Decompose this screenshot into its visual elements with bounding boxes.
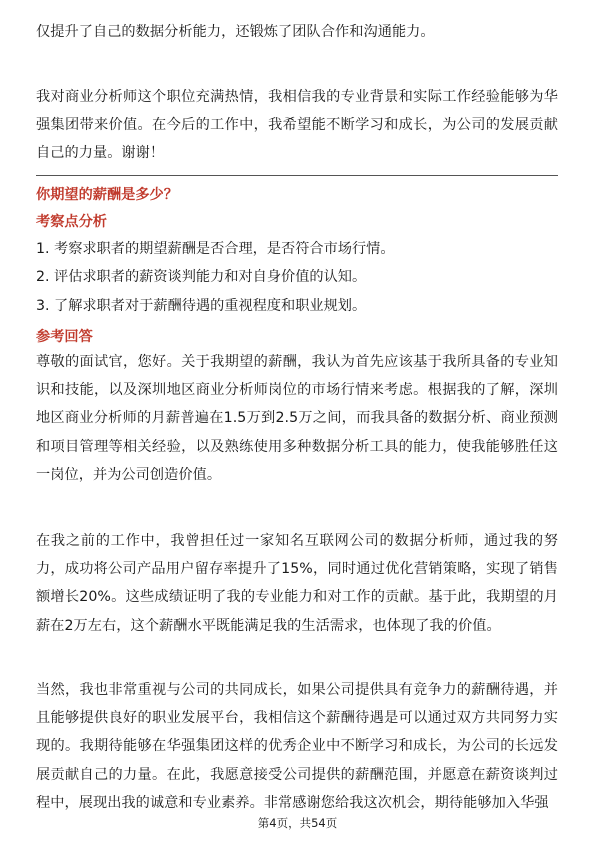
answer-paragraph-2: 在我之前的工作中，我曾担任过一家知名互联网公司的数据分析师，通过我的努力，成功将公司产品用户留存率提升了15%，同时通过优化营销策略，实现了销售额增长20%。这些成绩证明了我的专业能力和对工作的贡献。基于此，我期望的月薪在2万左右，这个薪酬水平既能满足我的生活需求，也体现了我的价值。 <box>36 533 558 634</box>
answer-heading: 参考回答 <box>36 329 93 345</box>
answer-paragraph-1: 尊敬的面试官，您好。关于我期望的薪酬，我认为首先应该基于我所具备的专业知识和技能，以及深圳地区商业分析师岗位的市场行情来考虑。根据我的了解，深圳地区商业分析师的月薪普遍在1.5万到2.5万之间，而我具备的数据分析、商业预测和项目管理等相关经验，以及熟练使用多种数据分析工具的能力，使我能够胜任这一岗位，并为公司创造价值。 <box>36 354 558 483</box>
section-divider <box>36 175 558 176</box>
answer-paragraph-3: 当然，我也非常重视与公司的共同成长，如果公司提供具有竞争力的薪酬待遇，并且能够提供良好的职业发展平台，我相信这个薪酬待遇是可以通过双方共同努力实现的。我期待能够在华强集团这样的优秀企业中不断学习和成长，为公司的长远发展贡献自己的力量。在此，我愿意接受公司提供的薪酬范围，并愿意在薪资谈判过程中，展现出我的诚意和专业素养。非常感谢您给我这次机会，期待能够加入华强 <box>36 682 558 811</box>
continuation-paragraph-2: 我对商业分析师这个职位充满热情，我相信我的专业背景和实际工作经验能够为华强集团带来价值。在今后的工作中，我希望能不断学习和成长，为公司的发展贡献自己的力量。谢谢！ <box>36 89 558 162</box>
analysis-heading: 考察点分析 <box>36 214 107 230</box>
analysis-point-2: 2. 评估求职者的薪资谈判能力和对自身价值的认知。 <box>36 269 367 285</box>
continuation-paragraph-1: 仅提升了自己的数据分析能力，还锻炼了团队合作和沟通能力。 <box>36 24 435 40</box>
analysis-point-3: 3. 了解求职者对于薪酬待遇的重视程度和职业规划。 <box>36 298 367 314</box>
analysis-point-1: 1. 考察求职者的期望薪酬是否合理，是否符合市场行情。 <box>36 241 395 257</box>
page-number-footer: 第4页，共54页 <box>257 816 338 830</box>
question-title: 你期望的薪酬是多少？ <box>36 187 178 203</box>
